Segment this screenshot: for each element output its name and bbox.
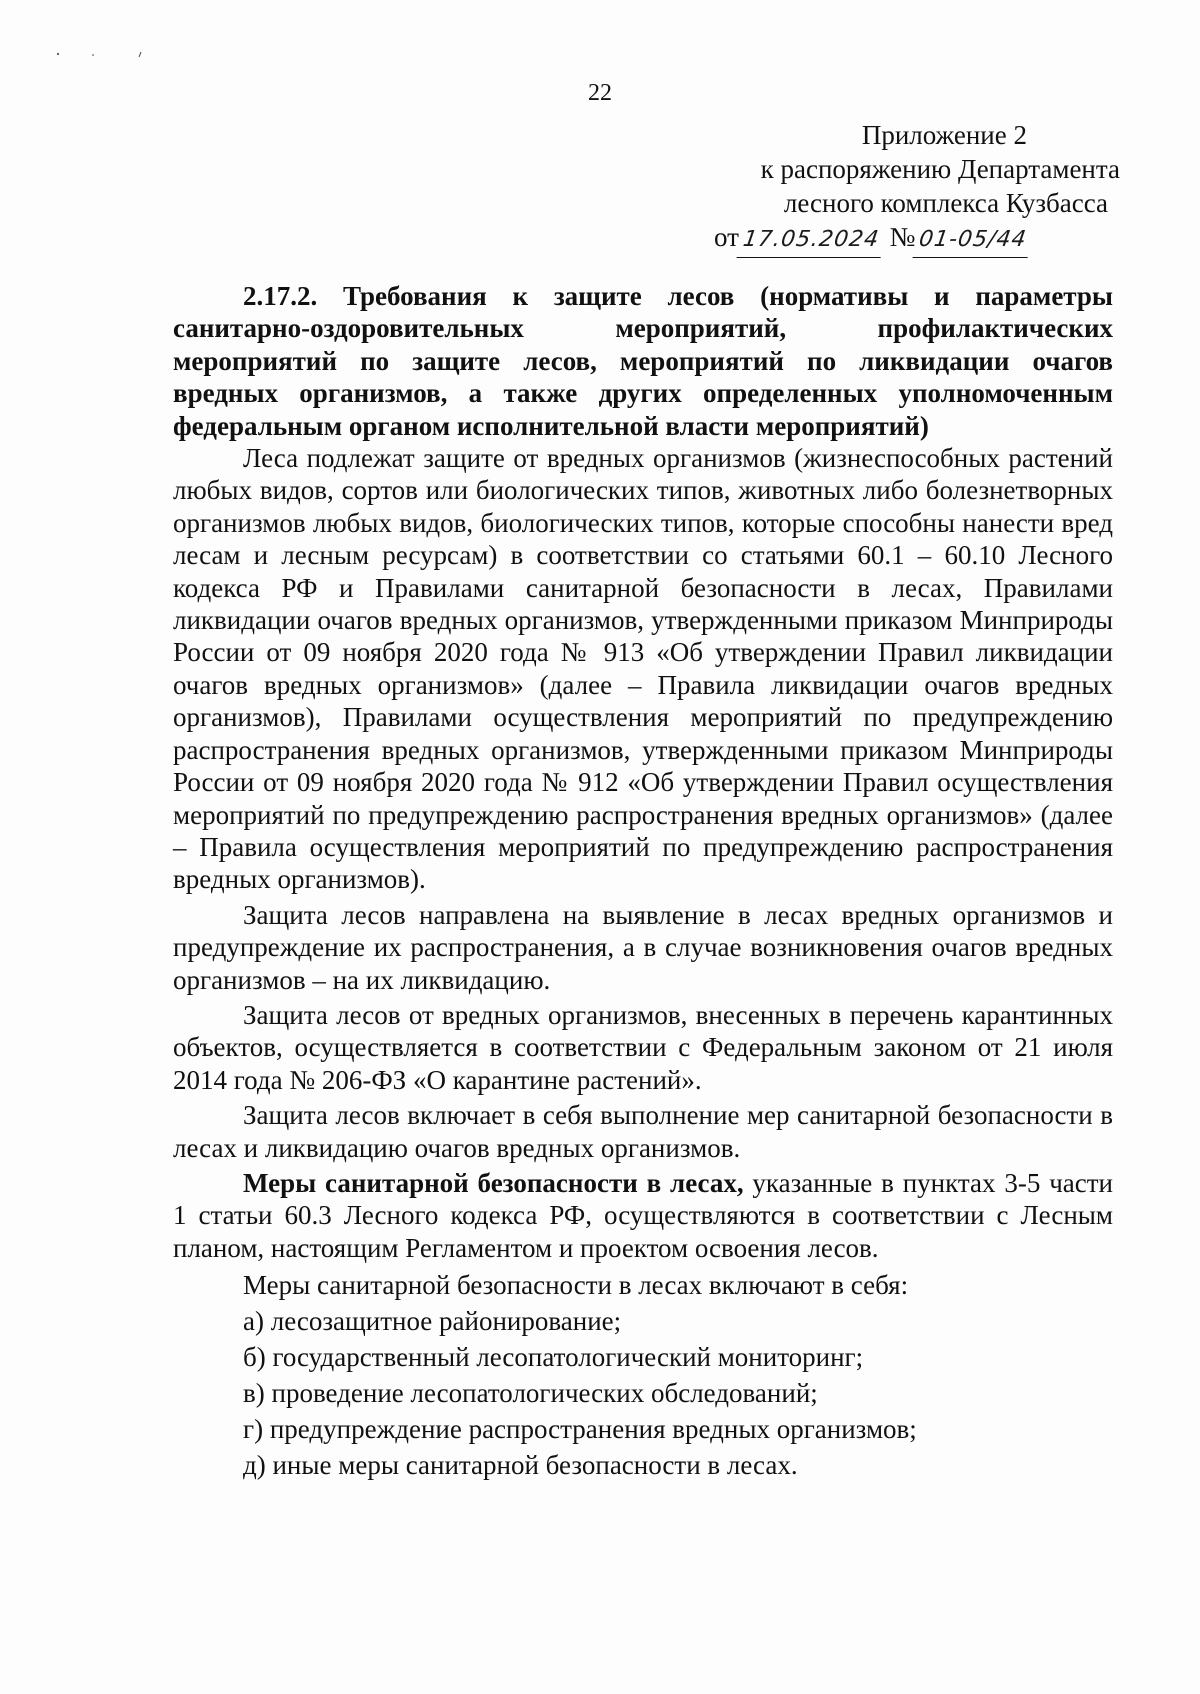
list-item: д) иные меры санитарной безопасности в лесах. (243, 1450, 798, 1481)
document-body (173, 280, 1113, 1483)
heading-line: 2.17.2. Требования к защите лесов (нормативы и параметры (243, 281, 1113, 311)
scan-specks (55, 48, 145, 60)
heading-line: мероприятий по защите лесов, мероприятий по ликвидации очагов (173, 345, 1113, 376)
appendix-order-reference: к распоряжению Департамента (760, 154, 1120, 184)
paragraph-forest-protection: Леса подлежат защите от вредных организмов (жизнеспособных растений любых видов, сортов или биологических типов, животных либо болезнетворных организмов любых видов, биологических типов, которые способны нанести вред лесам и лесным ресурсам) в соответствии со статьями 60.1 – 60.10 Лесного кодекса РФ и Правилами санитарной безопасности в лесах, Правилами ликвидации очагов вредных организмов, утвержденными приказом Минприроды России от 09 ноября 2020 года № 913 «Об утверждении Правил ликвидации очагов вредных организмов» (далее – Правила ликвидации очагов вредных организмов), Правилами осуществления мероприятий по предупреждению распространения вредных организмов, утвержденными приказом Минприроды России от 09 ноября 2020 года № 912 «Об утверждении Правил осуществления мероприятий по предупреждению распространения вредных организмов» (далее – Правила осуществления мероприятий по предупреждению распространения вредных организмов). (173, 443, 1113, 895)
handwritten-date: 17.05.2024 (736, 223, 885, 258)
list-item: а) лесозащитное районирование; (243, 1306, 622, 1337)
paragraph-sanitary-measures (173, 1167, 1113, 1264)
appendix-date-number (700, 220, 1120, 258)
appendix-title: Приложение 2 (861, 120, 1027, 150)
sanitary-measures-text: указанные в пунктах 3-5 части 1 статьи 60.3 Лесного кодекса РФ, осуществляются в соответствии с Лесным планом, настоящим Регламентом и проектом освоения лесов. (173, 1167, 1113, 1263)
date-prefix: от (714, 222, 739, 252)
heading-line: федеральным органом исполнительной власти мероприятий) (173, 410, 929, 441)
number-prefix: № (889, 222, 916, 252)
paragraph-protection-includes: Защита лесов включает в себя выполнение мер санитарной безопасности в лесах и ликвидацию очагов вредных организмов. (173, 1100, 1113, 1163)
paragraph-protection-aim: Защита лесов направлена на выявление в лесах вредных организмов и предупреждение их распространения, а в случае возникновения очагов вредных организмов – на их ликвидацию. (173, 899, 1113, 995)
appendix-header (700, 118, 1120, 258)
handwritten-number: 01-05/44 (913, 223, 1033, 258)
list-item: г) предупреждение распространения вредных организмов; (243, 1414, 917, 1445)
sanitary-measures-bold: Меры санитарной безопасности в лесах, (243, 1167, 744, 1198)
appendix-department: лесного комплекса Кузбасса (783, 188, 1108, 218)
list-intro: Меры санитарной безопасности в лесах включают в себя: (243, 1270, 909, 1301)
list-item: в) проведение лесопатологических обследований; (243, 1378, 818, 1409)
paragraph-quarantine: Защита лесов от вредных организмов, внесенных в перечень карантинных объектов, осуществляется в соответствии с Федеральным законом от 21 июля 2014 года № 206-ФЗ «О карантине растений». (173, 999, 1113, 1095)
page-number: 22 (588, 80, 612, 106)
list-item: б) государственный лесопатологический мониторинг; (243, 1342, 864, 1373)
heading-line: санитарно-оздоровительных мероприятий, профилактических (173, 313, 1113, 344)
section-heading (173, 280, 1113, 442)
heading-line: вредных организмов, а также других определенных уполномоченным (173, 378, 1113, 409)
